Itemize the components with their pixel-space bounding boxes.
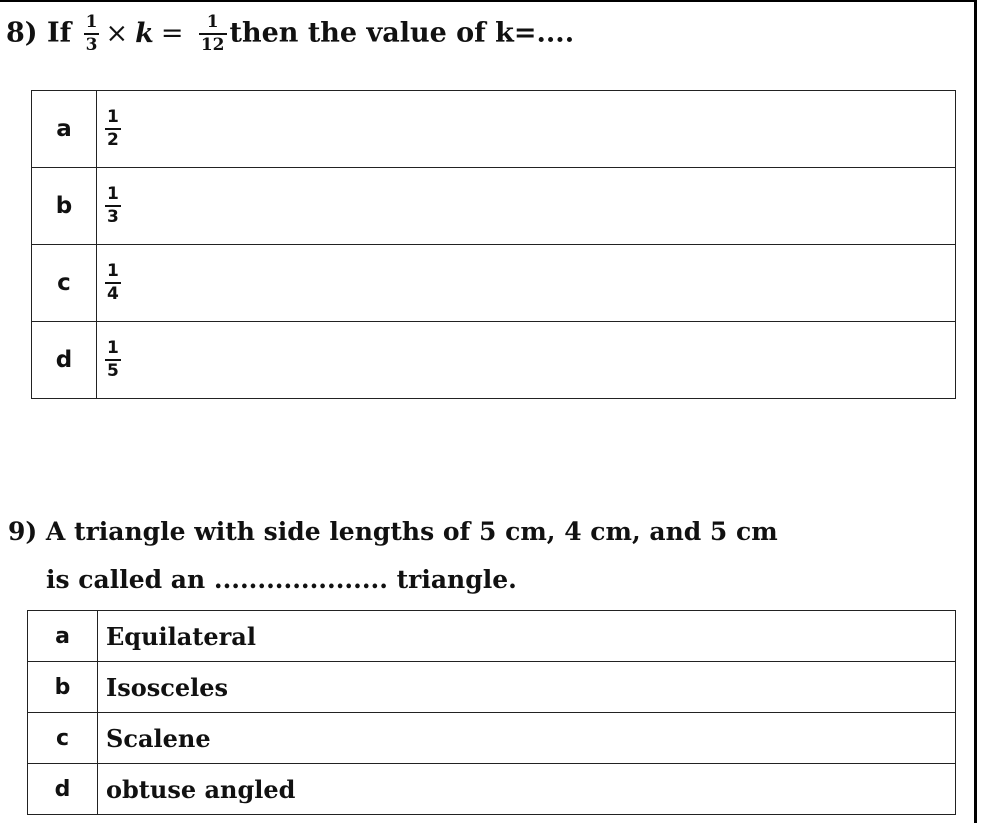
option-letter: b <box>32 168 97 245</box>
question-8-stem <box>6 14 574 54</box>
fraction-lhs <box>84 14 100 54</box>
option-letter: a <box>32 91 97 168</box>
option-row-a[interactable] <box>28 611 956 662</box>
fraction-numerator: 1 <box>206 12 219 32</box>
option-row-b[interactable] <box>28 662 956 713</box>
fraction-denominator: 5 <box>107 361 119 381</box>
option-answer[interactable]: Scalene <box>98 713 956 764</box>
right-margin-rule <box>974 0 977 823</box>
fraction-numerator: 1 <box>107 184 119 204</box>
fraction-rhs <box>199 14 227 54</box>
option-answer[interactable]: Equilateral <box>98 611 956 662</box>
variable-k: k <box>135 17 154 49</box>
option-answer[interactable]: obtuse angled <box>98 764 956 815</box>
option-letter: b <box>28 662 98 713</box>
equals-sign: = <box>160 17 184 49</box>
question-9-stem-line1: 9) A triangle with side lengths of 5 cm, 4 cm, and 5 cm <box>8 517 778 546</box>
option-row-a[interactable] <box>32 91 956 168</box>
option-answer[interactable]: Isosceles <box>98 662 956 713</box>
option-letter: a <box>28 611 98 662</box>
question-9-stem-line2: is called an .................... triangle. <box>46 565 517 594</box>
option-row-b[interactable] <box>32 168 956 245</box>
option-letter: d <box>28 764 98 815</box>
option-letter: c <box>28 713 98 764</box>
question-9-options-table <box>27 610 956 815</box>
question-8-options-table <box>31 90 956 399</box>
option-fraction <box>105 109 121 149</box>
fraction-denominator: 2 <box>107 130 119 150</box>
option-row-d[interactable] <box>28 764 956 815</box>
option-row-d[interactable] <box>32 322 956 399</box>
option-row-c[interactable] <box>32 245 956 322</box>
fraction-numerator: 1 <box>85 12 98 32</box>
fraction-numerator: 1 <box>107 107 119 127</box>
option-fraction <box>105 340 121 380</box>
option-answer[interactable] <box>97 245 956 322</box>
fraction-denominator: 4 <box>107 284 119 304</box>
times-sign: × <box>105 17 129 49</box>
option-fraction <box>105 186 121 226</box>
option-answer[interactable] <box>97 322 956 399</box>
question-if: If <box>46 17 72 49</box>
option-row-c[interactable] <box>28 713 956 764</box>
option-letter: d <box>32 322 97 399</box>
option-answer[interactable] <box>97 168 956 245</box>
option-answer[interactable] <box>97 91 956 168</box>
option-letter: c <box>32 245 97 322</box>
fraction-denominator: 3 <box>107 207 119 227</box>
fraction-denominator: 12 <box>200 35 225 55</box>
fraction-numerator: 1 <box>107 338 119 358</box>
question-number: 8) <box>6 17 38 49</box>
top-rule <box>0 0 975 2</box>
option-fraction <box>105 263 121 303</box>
fraction-numerator: 1 <box>107 261 119 281</box>
fraction-denominator: 3 <box>85 35 98 55</box>
question-tail: then the value of k=.... <box>229 17 575 49</box>
